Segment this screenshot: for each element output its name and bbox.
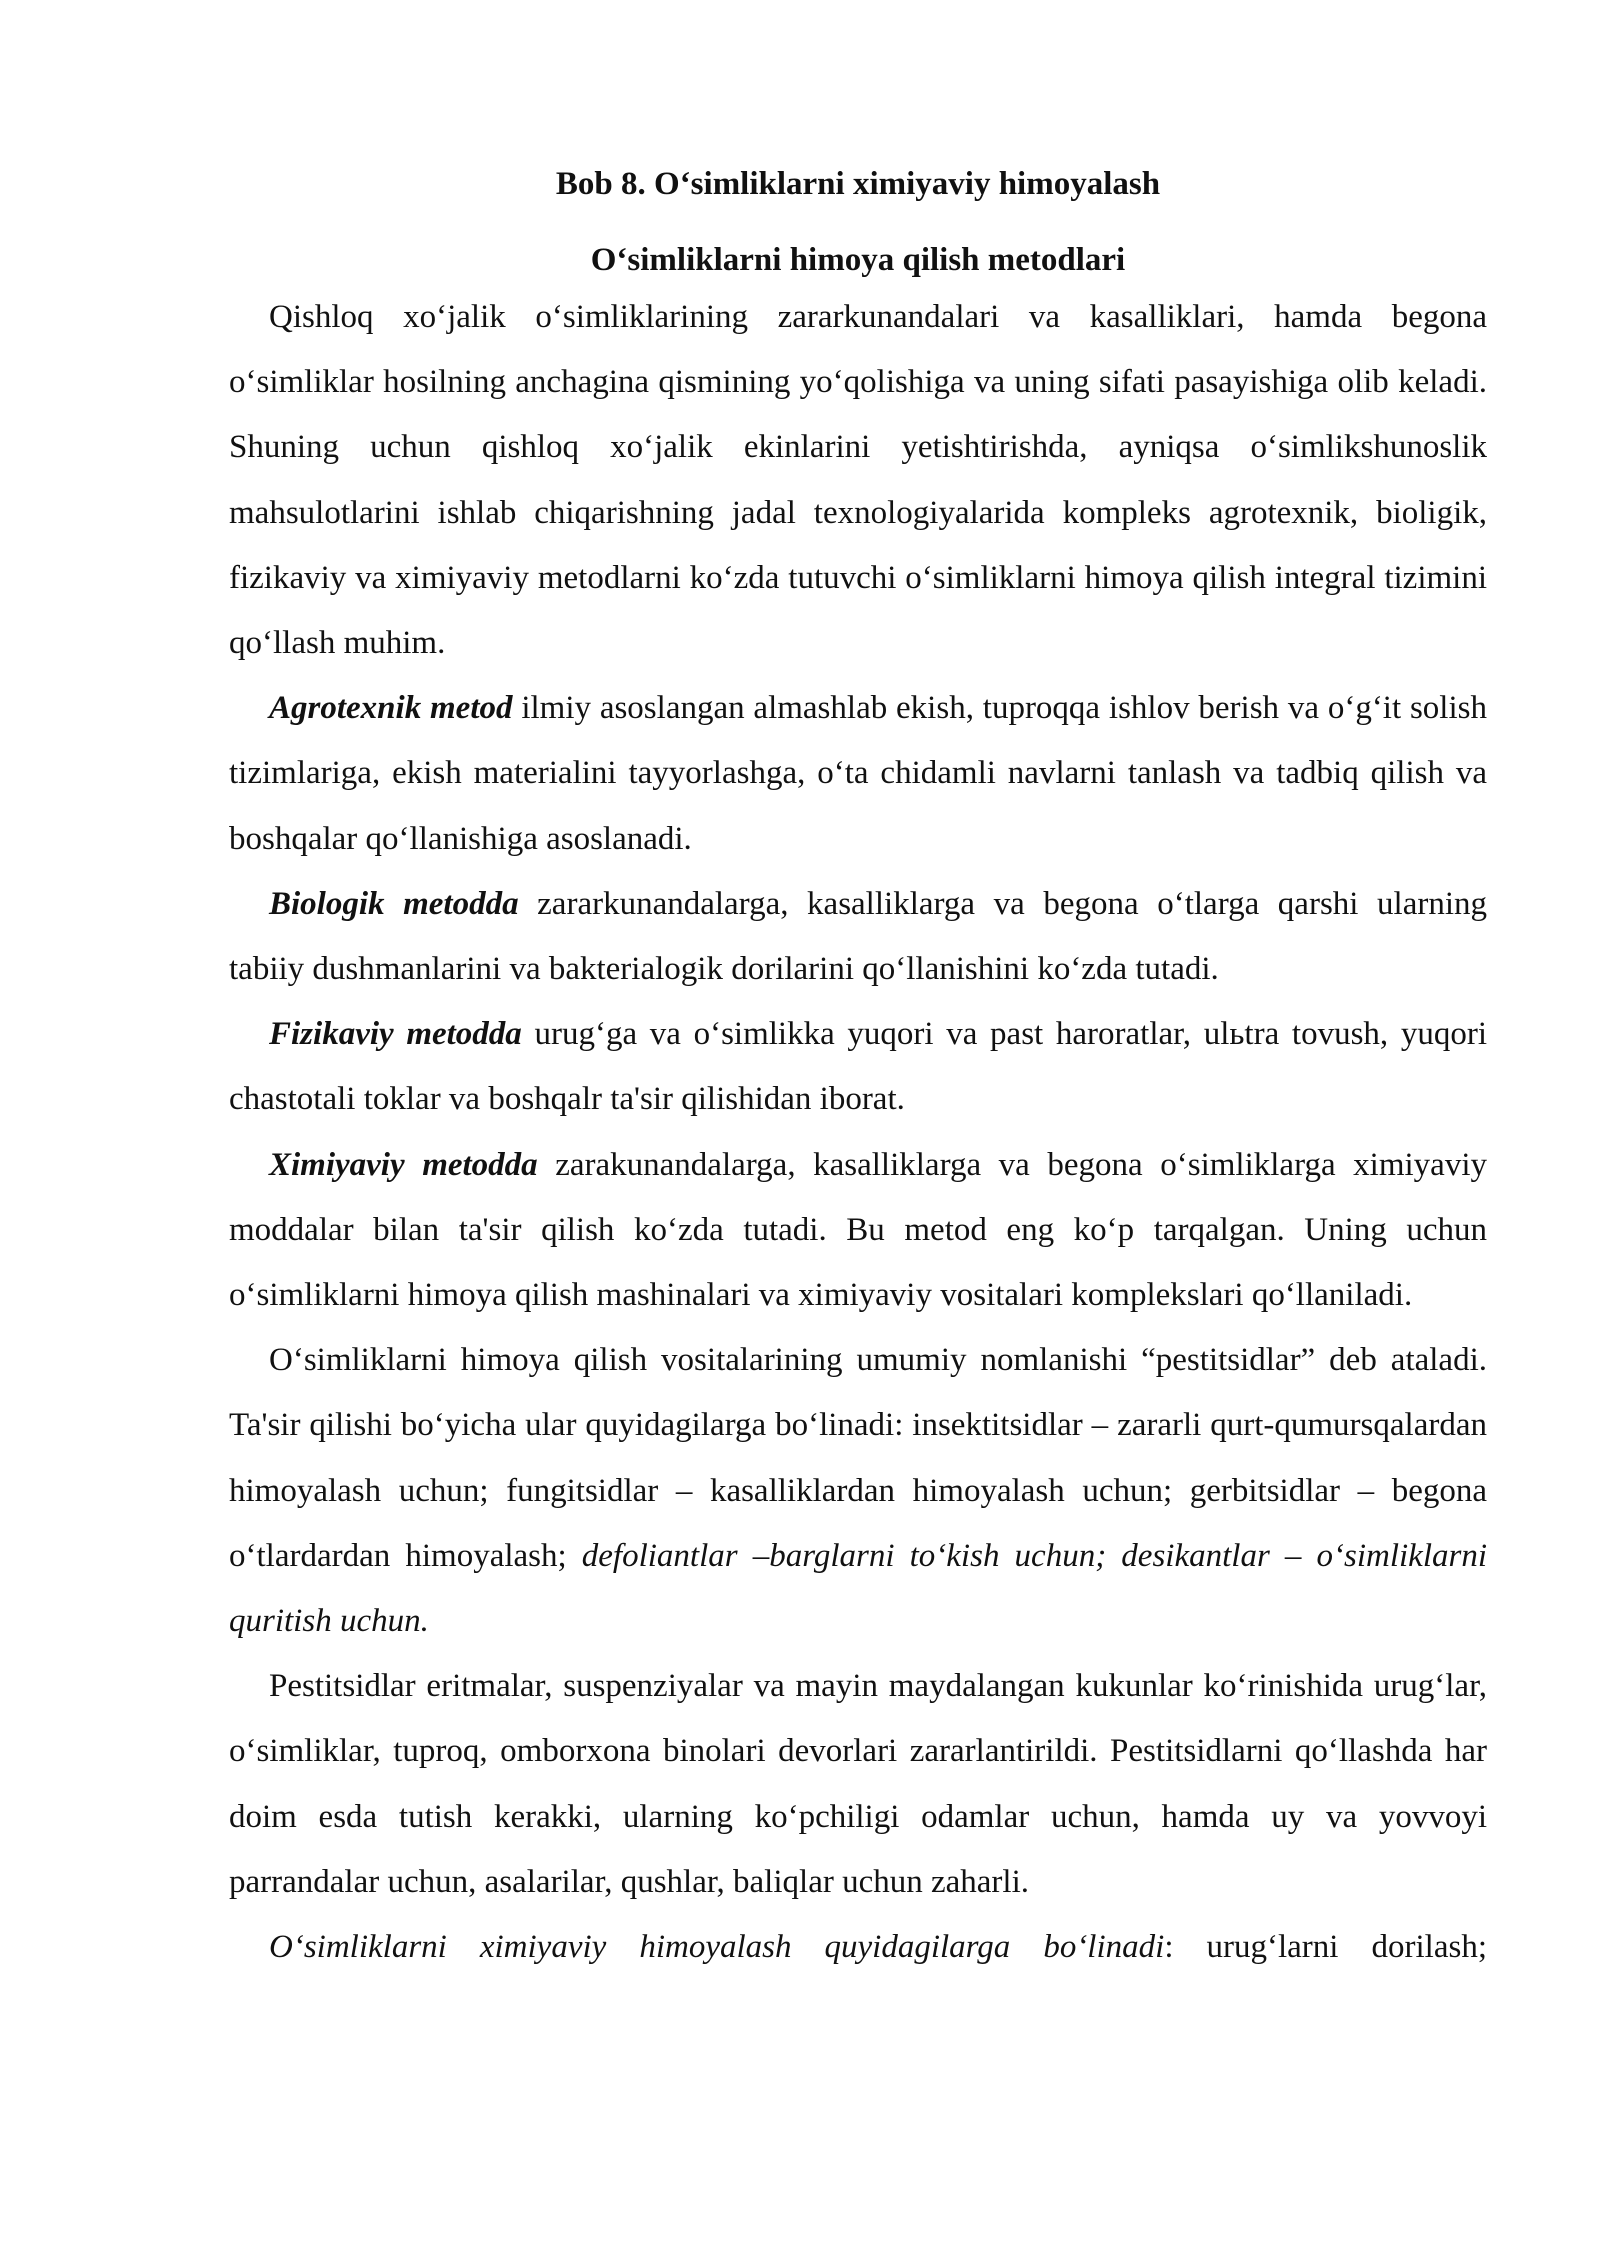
chemical-paragraph: [229, 1133, 1487, 1329]
agrotechnical-term: Agrotexnik metod: [269, 690, 513, 727]
intro-paragraph: Qishloq xo‘jalik o‘simliklarining zararkunandalari va kasalliklari, hamda begona o‘simliklar hosilning anchagina qismining yo‘qolishiga va uning sifati pasayishiga olib keladi. Shuning uchun qishloq xo‘jalik ekinlarini yetishtirishda, ayniqsa o‘simlikshunoslik mahsulotlarini ishlab chiqarishning jadal texnologiyalarida kompleks agrotexnik, bioligik, fizikaviy va ximiyaviy metodlarni ko‘zda tutuvchi o‘simliklarni himoya qilish integral tizimini qo‘llash muhim.: [229, 299, 1487, 662]
physical-term: Fizikaviy metodda: [269, 1016, 522, 1053]
biological-paragraph: [229, 872, 1487, 1002]
chemical-protection-text: : urug‘larni dorilash;: [1164, 1929, 1487, 1966]
physical-text: urug‘ga va o‘simlikka yuqori va past haroratlar, ulьtra tovush, yuqori chastotali toklar va boshqalr ta'sir qilishidan iborat.: [229, 1016, 1487, 1118]
chemical-text: zarakunandalarga, kasalliklarga va begona o‘simliklarga ximiyaviy moddalar bilan ta'sir qilish ko‘zda tutadi. Bu metod eng ko‘p tarqalgan. Uning uchun o‘simliklarni himoya qilish mashinalari va ximiyaviy vositalari komplekslari qo‘llaniladi.: [229, 1146, 1487, 1314]
chemical-protection-italic: O‘simliklarni ximiyaviy himoyalash quyidagilarga bo‘linadi: [269, 1929, 1165, 1966]
biological-term: Biologik metodda: [269, 885, 519, 922]
pesticides-italic-text: defoliantlar –barglarni to‘kish uchun; desikantlar – o‘simliklarni quritish uchun.: [229, 1537, 1487, 1640]
chemical-protection-paragraph: [229, 1915, 1487, 1980]
physical-paragraph: [229, 1002, 1487, 1132]
pesticide-forms-paragraph: Pestitsidlar eritmalar, suspenziyalar va mayin maydalangan kukunlar ko‘rinishida urug‘lar, o‘simliklar, tuproq, omborxona binolari devorlari zararlantirildi. Pestitsidlarni qo‘llashda har doim esda tutish kerakki, ularning ko‘pchiligi odamlar uchun, hamda uy va yovvoyi parrandalar uchun, asalarilar, qushlar, baliqlar uchun zaharli.: [229, 1668, 1487, 1900]
agrotechnical-paragraph: [229, 676, 1487, 872]
section-title: O‘simliklarni himoya qilish metodlari: [590, 242, 1126, 278]
pesticides-paragraph: [229, 1328, 1487, 1654]
chemical-term: Ximiyaviy metodda: [269, 1146, 538, 1183]
biological-text: zararkunandalarga, kasalliklarga va begona o‘tlarga qarshi ularning tabiiy dushmanlarini va bakterialogik dorilarini qo‘llanishini ko‘zda tutadi.: [229, 885, 1488, 988]
pesticides-text: O‘simliklarni himoya qilish vositalarining umumiy nomlanishi “pestitsidlar” deb ataladi. Ta'sir qilishi bo‘yicha ular quyidagilarga bo‘linadi: insektitsidlar – zararli qurt-qumursqalardan himoyalash uchun; fungitsidlar – kasalliklardan himoyalash uchun; gerbitsidlar – begona o‘tlardardan himoyalash;: [229, 1342, 1487, 1574]
agrotechnical-text: ilmiy asoslangan almashlab ekish, tuproqqa ishlov berish va o‘g‘it solish tizimlariga, ekish materialini tayyorlashga, o‘ta chidamli navlarni tanlash va tadbiq qilish va boshqalar qo‘llanishiga asoslanadi.: [229, 690, 1487, 857]
page-content: [229, 162, 1487, 1980]
chapter-title: Bob 8. O‘simliklarni ximiyaviy himoyalash: [555, 166, 1161, 202]
